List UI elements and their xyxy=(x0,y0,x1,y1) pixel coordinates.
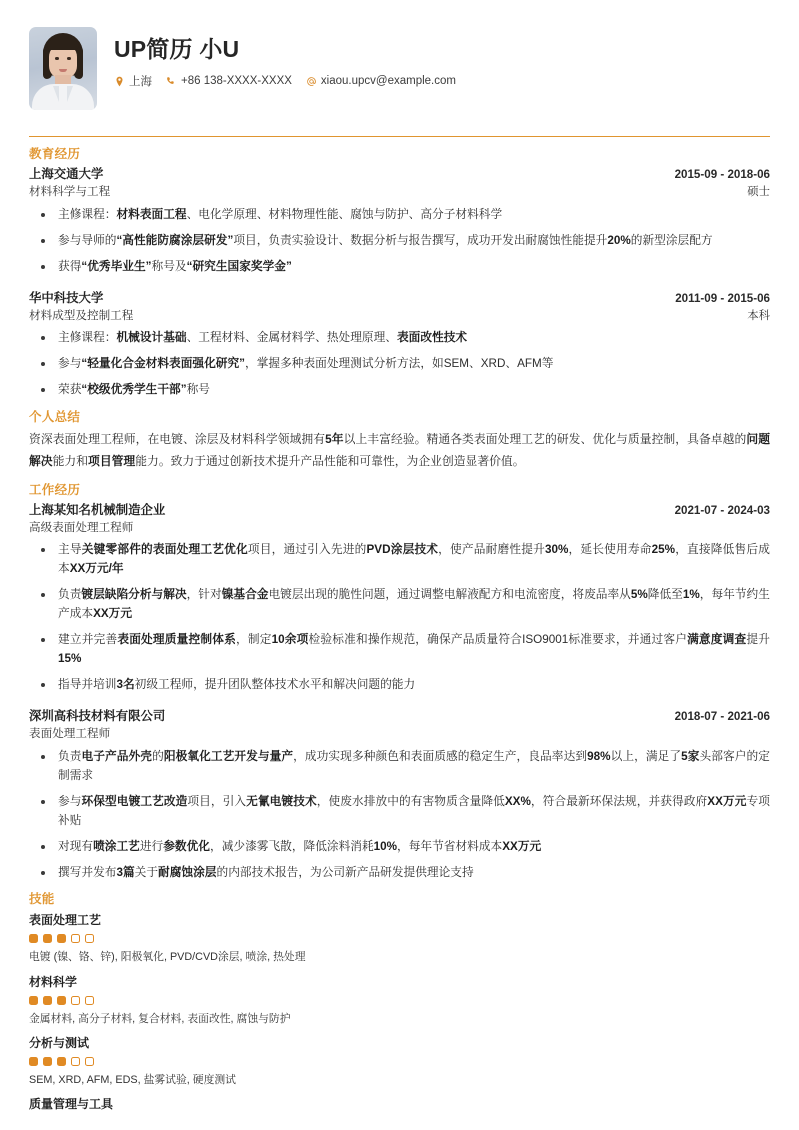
skill-block xyxy=(29,1095,770,1113)
skill-name: 表面处理工艺 xyxy=(29,913,102,928)
summary-text: 资深表面处理工程师，在电镀、涂层及材料科学领域拥有5年以上丰富经验。精通各类表面处理工艺的研发、优化与质量控制，具备卓越的问题解决能力和项目管理能力。致力于通过创新技术提升产品性能和可靠性，为企业创造显著价值。 xyxy=(29,432,770,468)
entry-subheader-line xyxy=(29,520,770,537)
experience-entry xyxy=(29,290,770,401)
entry-degree: 硕士 xyxy=(747,185,770,198)
entry-header-line xyxy=(29,290,770,308)
bullet-item: 参与导师的“高性能防腐涂层研发”项目，负责实验设计、数据分析与报告撰写，成功开发出耐腐蚀性能提升20%的新型涂层配方 xyxy=(29,232,770,251)
experience-entry xyxy=(29,502,770,695)
bullet-item: 荣获“校级优秀学生干部”称号 xyxy=(29,381,770,400)
skill-name: 分析与测试 xyxy=(29,1035,90,1050)
skill-block xyxy=(29,911,770,965)
skill-dot-filled xyxy=(29,934,38,943)
entry-degree: 本科 xyxy=(747,309,770,322)
experience-entry xyxy=(29,708,770,883)
entry-organization: 上海交通大学 xyxy=(29,166,104,181)
phone-icon xyxy=(166,76,177,87)
bullet-item: 撰写并发布3篇关于耐腐蚀涂层的内部技术报告，为公司新产品研发提供理论支持 xyxy=(29,864,770,883)
contact-phone-text: +86 138-XXXX-XXXX xyxy=(181,75,292,88)
entry-organization: 上海某知名机械制造企业 xyxy=(29,502,166,517)
skill-level-dots xyxy=(29,996,770,1005)
skill-dot-filled xyxy=(43,1057,52,1066)
bullet-item: 指导并培训3名初级工程师，提升团队整体技术水平和解决问题的能力 xyxy=(29,676,770,695)
skill-level-dots xyxy=(29,1057,770,1066)
section-title-skills: 技能 xyxy=(29,892,55,907)
skill-items: SEM, XRD, AFM, EDS, 盐雾试验, 硬度测试 xyxy=(29,1073,236,1086)
contact-phone xyxy=(166,75,292,87)
bullet-item: 对现有喷涂工艺进行参数优化，减少漆雾飞散，降低涂料消耗10%，每年节省材料成本XX万元 xyxy=(29,838,770,857)
bullet-item: 参与“轻量化合金材料表面强化研究”，掌握多种表面处理测试分析方法，如SEM、XRD、AFM等 xyxy=(29,355,770,374)
section-title-education: 教育经历 xyxy=(29,147,81,161)
skill-dot-empty xyxy=(85,996,94,1005)
avatar xyxy=(29,27,97,110)
bullet-item: 主修课程：材料表面工程、电化学原理、材料物理性能、腐蚀与防护、高分子材料科学 xyxy=(29,206,770,225)
skill-dot-filled xyxy=(43,996,52,1005)
entry-role: 表面处理工程师 xyxy=(29,726,111,740)
entry-subheader-line xyxy=(29,184,770,201)
contact-row xyxy=(114,73,465,89)
education-entries xyxy=(29,166,770,400)
section-work xyxy=(29,473,770,883)
entry-subheader-line xyxy=(29,308,770,325)
skill-level-dots xyxy=(29,934,770,943)
page-title: UP简历 小U xyxy=(114,36,240,62)
entry-date-range: 2011-09 - 2015-06 xyxy=(675,291,770,305)
skill-dot-empty xyxy=(71,1057,80,1066)
entry-header-line xyxy=(29,502,770,520)
skill-name: 材料科学 xyxy=(29,974,78,989)
entry-role: 高级表面处理工程师 xyxy=(29,520,134,534)
bullet-item: 负责镀层缺陷分析与解决，针对镍基合金电镀层出现的脆性问题，通过调整电解液配方和电流密度，将废品率从5%降低至1%，每年节约生产成本XX万元 xyxy=(29,586,770,624)
skill-blocks xyxy=(29,911,770,1113)
skill-dot-empty xyxy=(85,934,94,943)
bullet-item: 主修课程：机械设计基础、工程材料、金属材料学、热处理原理、表面改性技术 xyxy=(29,329,770,348)
bullet-item: 主导关键零部件的表面处理工艺优化项目，通过引入先进的PVD涂层技术，使产品耐磨性提升30%，延长使用寿命25%，直接降低售后成本XX万元/年 xyxy=(29,541,770,579)
bullet-list xyxy=(29,748,770,883)
skill-dot-empty xyxy=(71,996,80,1005)
skill-block xyxy=(29,1034,770,1088)
skill-name: 质量管理与工具 xyxy=(29,1096,114,1111)
entry-date-range: 2015-09 - 2018-06 xyxy=(674,167,770,181)
contact-email-text: xiaou.upcv@example.com xyxy=(320,75,456,88)
skill-dot-filled xyxy=(43,934,52,943)
header-text xyxy=(97,27,465,89)
skill-block xyxy=(29,973,770,1027)
skill-dot-empty xyxy=(71,934,80,943)
section-title-work: 工作经历 xyxy=(29,482,81,497)
header-container xyxy=(0,0,799,110)
work-entries xyxy=(29,502,770,883)
bullet-item: 获得“优秀毕业生”称号及“研究生国家奖学金” xyxy=(29,258,770,277)
entry-date-range: 2018-07 - 2021-06 xyxy=(674,709,770,723)
section-education xyxy=(29,137,770,400)
experience-entry xyxy=(29,166,770,277)
skill-dot-empty xyxy=(85,1057,94,1066)
entry-header-line xyxy=(29,708,770,726)
skill-dot-filled xyxy=(57,934,66,943)
skill-items: 电镀 (镍、铬、锌), 阳极氧化, PVD/CVD涂层, 喷涂, 热处理 xyxy=(29,951,306,964)
section-summary xyxy=(29,400,770,473)
entry-subheader-line xyxy=(29,726,770,743)
bullet-list xyxy=(29,329,770,400)
contact-location xyxy=(114,73,152,89)
entry-header-line xyxy=(29,166,770,184)
contact-email xyxy=(306,75,456,87)
bullet-list xyxy=(29,206,770,277)
skill-dot-filled xyxy=(57,996,66,1005)
skill-dot-filled xyxy=(29,996,38,1005)
bullet-item: 负责电子产品外壳的阳极氧化工艺开发与量产，成功实现多种颜色和表面质感的稳定生产，良品率达到98%以上，满足了5家头部客户的定制需求 xyxy=(29,748,770,786)
entry-organization: 华中科技大学 xyxy=(29,290,104,305)
section-skills xyxy=(29,882,770,1112)
entry-organization: 深圳高科技材料有限公司 xyxy=(29,708,166,723)
at-email-icon xyxy=(306,76,317,87)
entry-date-range: 2021-07 - 2024-03 xyxy=(674,503,770,517)
entry-role: 材料科学与工程 xyxy=(29,184,111,198)
contact-location-text: 上海 xyxy=(129,76,152,89)
bullet-list xyxy=(29,541,770,695)
location-pin-icon xyxy=(114,76,125,87)
entry-role: 材料成型及控制工程 xyxy=(29,308,134,322)
resume-header xyxy=(29,0,770,110)
bullet-item: 建立并完善表面处理质量控制体系，制定10余项检验标准和操作规范，确保产品质量符合ISO9001标准要求，并通过客户满意度调查提升15% xyxy=(29,631,770,669)
skill-dot-filled xyxy=(57,1057,66,1066)
skill-dot-filled xyxy=(29,1057,38,1066)
skill-items: 金属材料, 高分子材料, 复合材料, 表面改性, 腐蚀与防护 xyxy=(29,1012,291,1025)
section-title-summary: 个人总结 xyxy=(29,410,81,425)
bullet-item: 参与环保型电镀工艺改造项目，引入无氰电镀技术，使废水排放中的有害物质含量降低XX%，符合最新环保法规，并获得政府XX万元专项补贴 xyxy=(29,793,770,831)
